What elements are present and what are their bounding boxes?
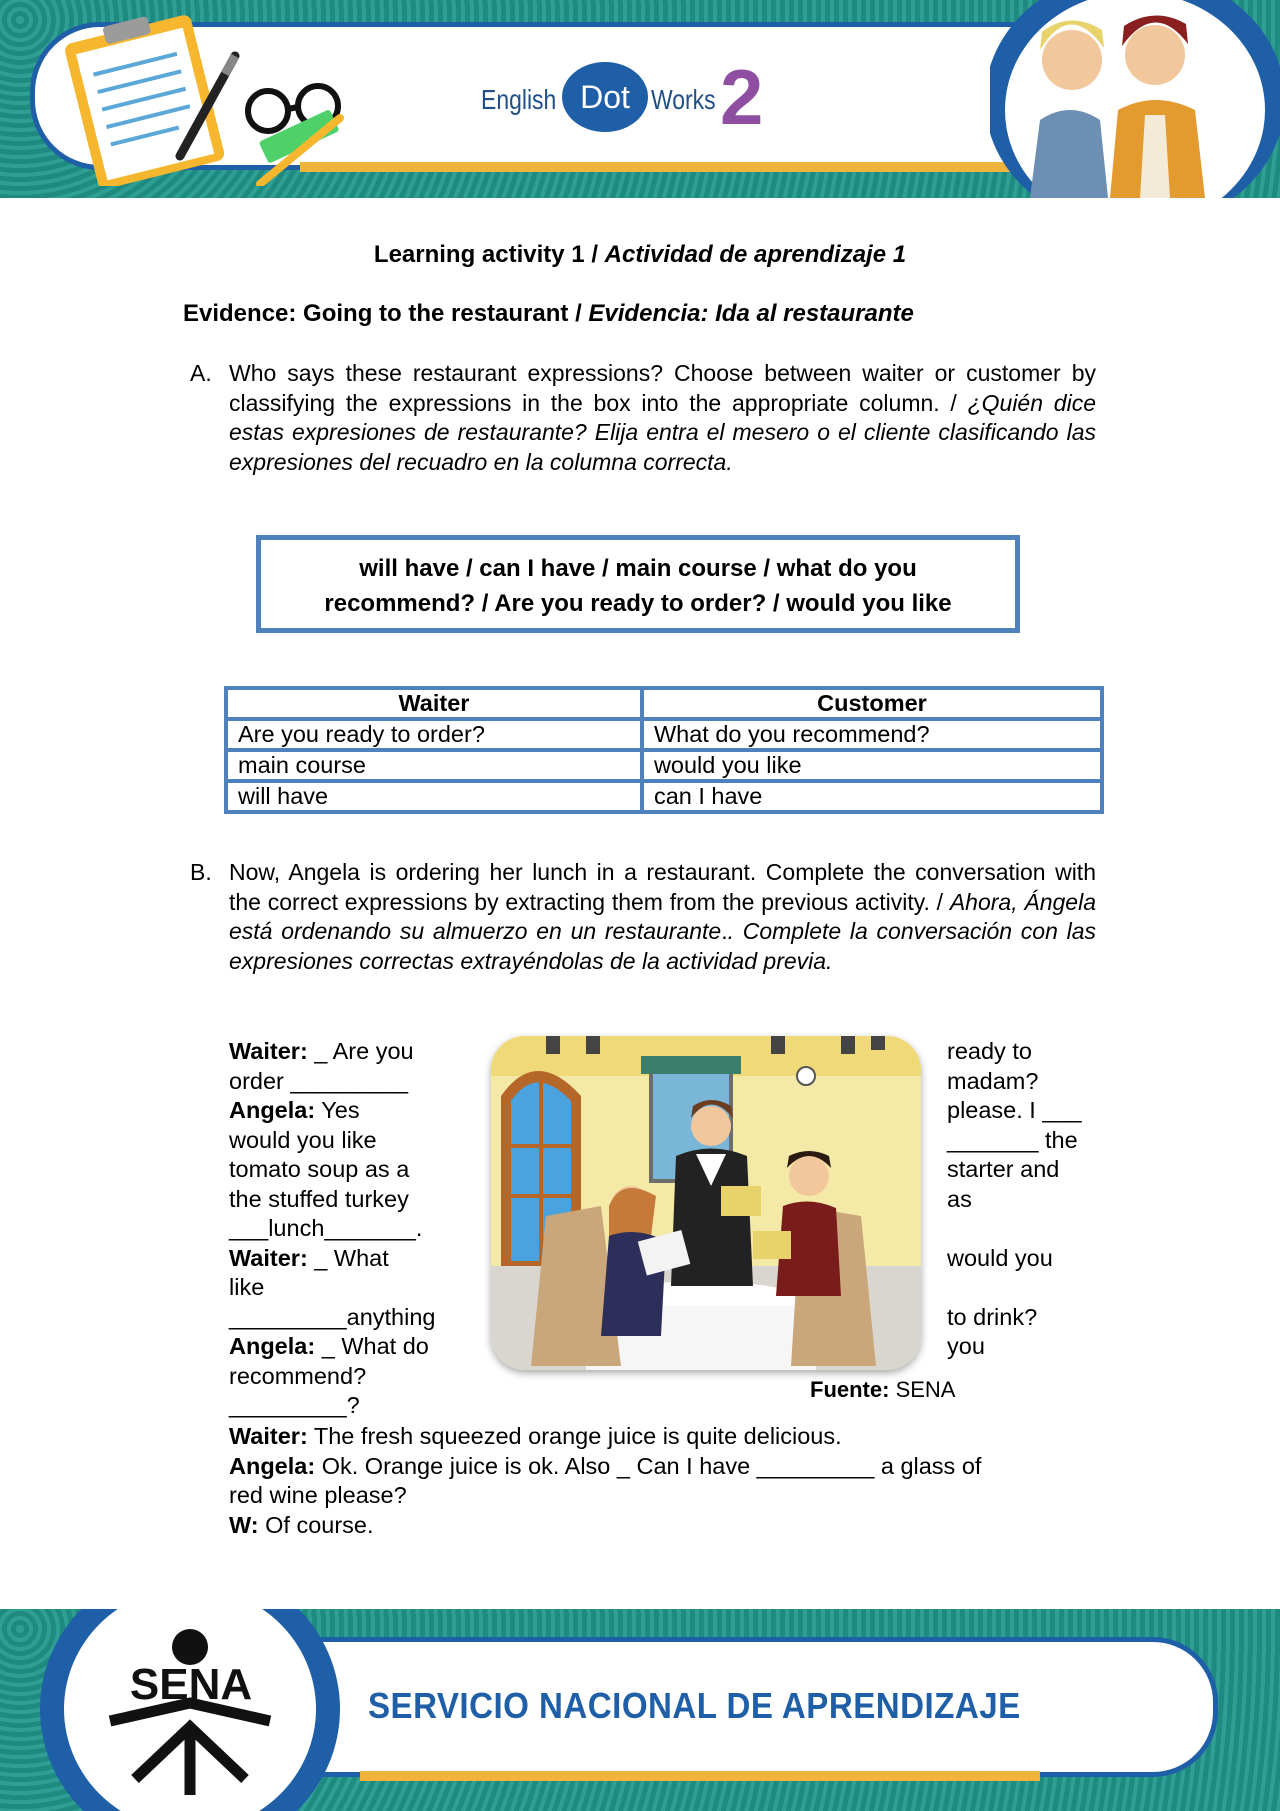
dialogue-line: _______ the (947, 1126, 1078, 1153)
dialogue-line: ready to (947, 1038, 1032, 1064)
table-header-customer: Customer (642, 688, 1102, 719)
table-header-row (226, 688, 1102, 719)
footer-ribbon (360, 1771, 1040, 1781)
dialogue-line: Angela: Yes (229, 1097, 360, 1123)
section-b-text-es-1: Ahora, Ángela está ordenando su almuerzo en un restaurante (229, 888, 1096, 944)
section-a-instructions (229, 359, 1096, 477)
expression-box-line-2: recommend? / Are you ready to order? / would you like (324, 590, 952, 617)
restaurant-illustration (491, 1036, 921, 1370)
section-a-text-en: Who says these restaurant expressions? Choose between waiter or customer by classifying the expressions in the box into the appropriate column. / (229, 360, 1096, 416)
evidence-title-es: Evidencia: Ida al restaurante (588, 300, 914, 327)
header-ribbon (300, 162, 1020, 172)
dialogue-line (947, 1214, 1097, 1244)
dialogue-line: would you (947, 1244, 1053, 1271)
section-b (190, 858, 1096, 976)
dialogue-line: Waiter: _ What (229, 1244, 389, 1271)
logo-dot: Dot (580, 79, 630, 115)
table-cell: Are you ready to order? (226, 719, 642, 750)
dialogue-line: recommend? (229, 1362, 367, 1389)
table-cell: would you like (642, 750, 1102, 781)
dialogue-line: Angela: Ok. Orange juice is ok. Also _ Can I have _________ a glass of (229, 1452, 982, 1479)
section-b-marker: B. (190, 859, 212, 885)
sena-logo-icon (40, 1609, 350, 1811)
logo-dot-bubble (562, 62, 648, 132)
caption-label: Fuente: (810, 1377, 890, 1402)
dialogue-line: Waiter: The fresh squeezed orange juice is quite delicious. (229, 1423, 842, 1449)
classification-table (224, 686, 1104, 814)
dialogue-line: madam? (947, 1067, 1039, 1094)
section-a-text-es: ¿Quién dice estas expresiones de restaurante? Elija entra el mesero o el cliente clasificando las expresiones del recuadro en la columna correcta. (229, 389, 1096, 475)
activity-title-en: Learning activity 1 / (373, 241, 605, 268)
logo-works: Works (651, 84, 716, 115)
activity-title (0, 241, 1280, 269)
dialogue-line: Waiter: _ Are you (229, 1038, 414, 1064)
evidence-title-en: Evidence: Going to the restaurant / (183, 300, 589, 327)
dialogue-line: ___lunch_______. (229, 1215, 423, 1241)
section-a (190, 359, 1096, 477)
activity-title-es: Actividad de aprendizaje 1 (604, 241, 907, 268)
logo-english: English (481, 84, 557, 115)
dialogue-line: as (947, 1185, 972, 1212)
expression-box (256, 535, 1020, 633)
image-caption (810, 1377, 955, 1403)
dialogue-left-column (229, 1037, 479, 1421)
students-illustration (990, 0, 1280, 198)
dialogue-line: like (229, 1274, 265, 1300)
evidence-title (183, 300, 914, 328)
section-a-marker: A. (190, 360, 212, 386)
dialogue-line (947, 1273, 1097, 1303)
table-cell: will have (226, 781, 642, 812)
dialogue-line: you (947, 1333, 985, 1359)
table-cell: can I have (642, 781, 1102, 812)
table-cell: What do you recommend? (642, 719, 1102, 750)
section-b-text-en: Now, Angela is ordering her lunch in a restaurant. Complete the conversation with the correct expressions by extracting them from the previous activity. / (229, 859, 1096, 915)
dialogue-line: _________? (229, 1392, 360, 1418)
dialogue-bottom (229, 1422, 1109, 1540)
dialogue-line: starter and (947, 1156, 1060, 1182)
dialogue-line: the stuffed turkey (229, 1185, 409, 1212)
dialogue-right-column (947, 1037, 1097, 1362)
dialogue-line: would you like (229, 1126, 377, 1153)
section-b-instructions: Now, Angela is ordering her lunch in a restaurant. Complete the conversation with the correct expressions by extracting them from the previous activity. / Ahora, Ángela está ordenando su almuerzo en un restaurante.. Complete la conversación con las expresiones correctas extrayéndolas de la actividad previa. (229, 859, 1096, 974)
dialogue-line: tomato soup as a (229, 1156, 410, 1182)
dialogue-line: red wine please? (229, 1482, 407, 1508)
dialogue-line: _________anything (229, 1303, 436, 1330)
section-b-text-es-2: . Complete la conversación con las expresiones correctas extrayéndolas de la actividad previa. (229, 918, 1096, 974)
dialogue-line: order _________ (229, 1067, 409, 1094)
table-row (226, 719, 1102, 750)
institution-name: SERVICIO NACIONAL DE APRENDIZAJE (368, 1685, 1021, 1726)
footer-banner (0, 1609, 1280, 1811)
dialogue-line: W: Of course. (229, 1511, 374, 1538)
caption-source: SENA (889, 1377, 956, 1402)
table-header-waiter: Waiter (226, 688, 642, 719)
dialogue-line: to drink? (947, 1303, 1038, 1330)
sena-logo-label: SENA (129, 1660, 253, 1709)
table-row (226, 750, 1102, 781)
table-row (226, 781, 1102, 812)
clipboard-icon (50, 6, 350, 186)
dialogue-line: please. I ___ (947, 1097, 1082, 1123)
logo-number: 2 (720, 53, 764, 141)
header-banner (0, 0, 1280, 198)
table-cell: main course (226, 750, 642, 781)
expression-box-line-1: will have / can I have / main course / what do you (359, 555, 917, 582)
dialogue-line: Angela: _ What do (229, 1333, 429, 1359)
